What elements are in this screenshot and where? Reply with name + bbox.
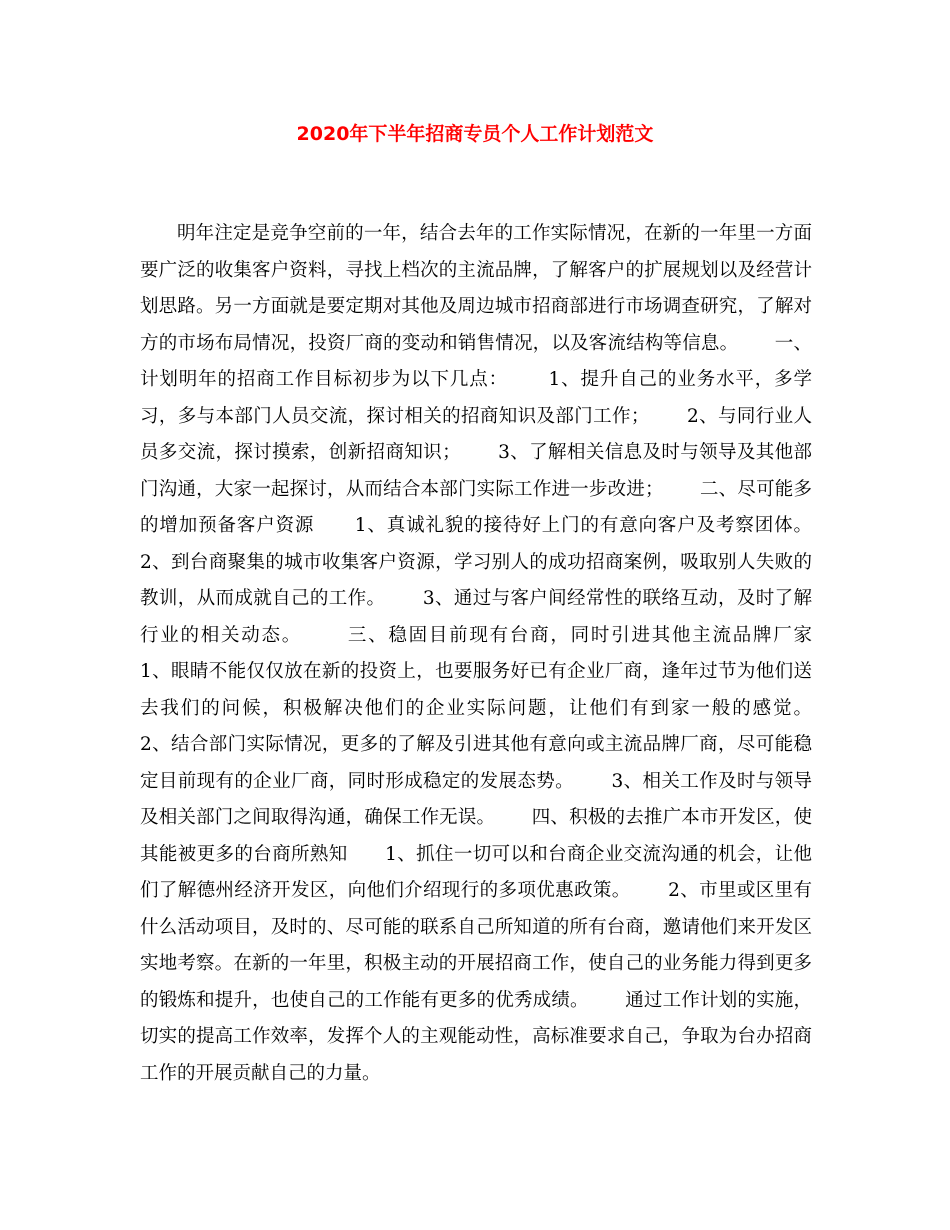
- document-title: 2020年下半年招商专员个人工作计划范文: [296, 123, 654, 145]
- document-body: 明年注定是竞争空前的一年，结合去年的工作实际情况，在新的一年里一方面要广泛的收集客户资料，寻找上档次的主流品牌，了解客户的扩展规划以及经营计划思路。另一方面就是要定期对其他及周边城市招商部进行市场调查研究，了解对方的市场布局情况，投资厂商的变动和销售情况，以及客流结构等信息。 一、计划明年的招商工作目标初步为以下几点： 1、提升自己的业务水平，多学习，多与本部门人员交流，探讨相关的招商知识及部门工作； 2、与同行业人员多交流，探讨摸索，创新招商知识； 3、了解相关信息及时与领导及其他部门沟通，大家一起探讨，从而结合本部门实际工作进一步改进； 二、尽可能多的增加预备客户资源 1、真诚礼貌的接待好上门的有意向客户及考察团体。 2、到台商聚集的城市收集客户资源，学习别人的成功招商案例，吸取别人失败的教训，从而成就自己的工作。 3、通过与客户间经常性的联络互动，及时了解行业的相关动态。 三、稳固目前现有台商，同时引进其他主流品牌厂家 1、眼睛不能仅仅放在新的投资上，也要服务好已有企业厂商，逢年过节为他们送去我们的问候，积极解决他们的企业实际问题，让他们有到家一般的感觉。 2、结合部门实际情况，更多的了解及引进其他有意向或主流品牌厂商，尽可能稳定目前现有的企业厂商，同时形成稳定的发展态势。 3、相关工作及时与领导及相关部门之间取得沟通，确保工作无误。 四、积极的去推广本市开发区，使其能被更多的台商所熟知 1、抓住一切可以和台商企业交流沟通的机会，让他们了解德州经济开发区，向他们介绍现行的多项优惠政策。 2、市里或区里有什么活动项目，及时的、尽可能的联系自己所知道的所有台商，邀请他们来开发区实地考察。在新的一年里，积极主动的开展招商工作，使自己的业务能力得到更多的锻炼和提升，也使自己的工作能有更多的优秀成绩。 通过工作计划的实施，切实的提高工作效率，发挥个人的主观能动性，高标准要求自己，争取为台办招商工作的开展贡献自己的力量。: [140, 223, 848, 1084]
